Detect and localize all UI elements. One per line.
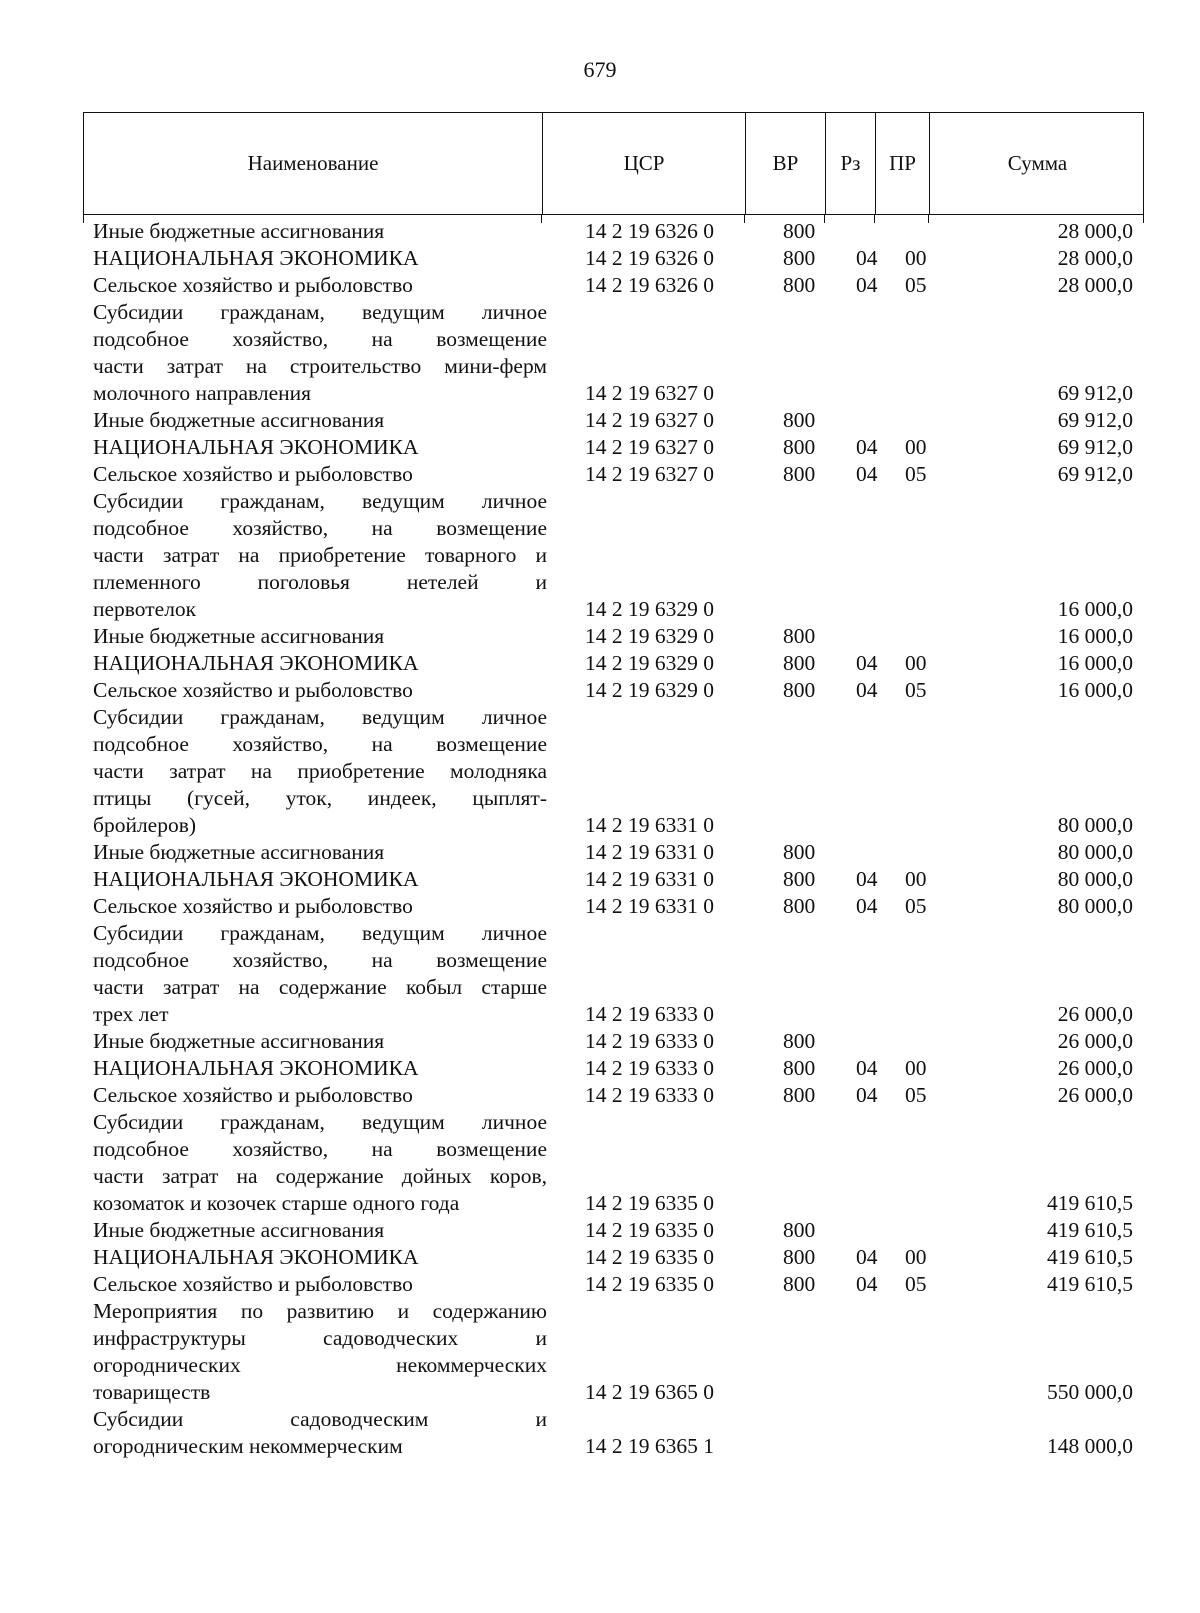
- table-row: [0, 434, 1200, 461]
- row-vr: 800: [783, 435, 816, 459]
- row-name-line: Иные бюджетные ассигнования: [93, 840, 385, 864]
- row-pr: 00: [905, 1245, 927, 1269]
- row-name: [93, 839, 547, 866]
- row-sum: 26 000,0: [1057, 1056, 1133, 1080]
- row-name-line: подсобное хозяйство, на возмещение: [93, 732, 547, 756]
- table-row: [0, 272, 1200, 299]
- row-rz: 04: [856, 462, 878, 486]
- row-name-line: части затрат на содержание дойных коров,: [93, 1164, 547, 1188]
- table-row: [0, 920, 1200, 1028]
- row-sum: 550 000,0: [1047, 1380, 1133, 1404]
- row-vr: 800: [783, 1056, 816, 1080]
- row-name-line: НАЦИОНАЛЬНАЯ ЭКОНОМИКА: [93, 867, 419, 891]
- row-csr: 14 2 19 6329 0: [585, 651, 714, 675]
- row-name-line: НАЦИОНАЛЬНАЯ ЭКОНОМИКА: [93, 435, 419, 459]
- row-vr: 800: [783, 1083, 816, 1107]
- row-csr: 14 2 19 6329 0: [585, 678, 714, 702]
- row-name: [93, 299, 547, 407]
- row-name-line: племенного поголовья нетелей и: [93, 570, 547, 594]
- row-name: [93, 893, 547, 920]
- table-row: [0, 1082, 1200, 1109]
- row-name-line: части затрат на приобретение молодняка: [93, 759, 547, 783]
- row-name: [93, 920, 547, 1028]
- table-row: [0, 218, 1200, 245]
- row-name-line: Сельское хозяйство и рыболовство: [93, 1083, 413, 1107]
- row-name-line: инфраструктуры садоводческих и: [93, 1326, 547, 1350]
- row-csr: 14 2 19 6335 0: [585, 1245, 714, 1269]
- row-sum: 28 000,0: [1057, 246, 1133, 270]
- row-name-line: Субсидии гражданам, ведущим личное: [93, 489, 547, 513]
- row-name-line: Сельское хозяйство и рыболовство: [93, 462, 413, 486]
- row-pr: 05: [905, 273, 927, 297]
- table-row: [0, 866, 1200, 893]
- row-name: [93, 1109, 547, 1217]
- row-name-line: НАЦИОНАЛЬНАЯ ЭКОНОМИКА: [93, 651, 419, 675]
- row-sum: 28 000,0: [1057, 219, 1133, 243]
- row-name-line: части затрат на строительство мини-ферм: [93, 354, 547, 378]
- row-name-line: Сельское хозяйство и рыболовство: [93, 894, 413, 918]
- row-csr: 14 2 19 6327 0: [585, 462, 714, 486]
- row-sum: 148 000,0: [1047, 1434, 1133, 1458]
- row-name: [93, 1406, 547, 1460]
- row-name-line: Иные бюджетные ассигнования: [93, 219, 385, 243]
- row-csr: 14 2 19 6365 0: [585, 1380, 714, 1404]
- row-rz: 04: [856, 894, 878, 918]
- row-name: [93, 434, 547, 461]
- row-name-line: части затрат на содержание кобыл старше: [93, 975, 547, 999]
- row-rz: 04: [856, 1083, 878, 1107]
- row-name-line: бройлеров): [93, 813, 197, 837]
- row-name-line: Иные бюджетные ассигнования: [93, 624, 385, 648]
- row-name-line: Сельское хозяйство и рыболовство: [93, 1272, 413, 1296]
- row-rz: 04: [856, 678, 878, 702]
- row-name: [93, 272, 547, 299]
- header-rz: Рз: [825, 113, 875, 214]
- row-csr: 14 2 19 6365 1: [585, 1434, 714, 1458]
- row-pr: 05: [905, 1272, 927, 1296]
- row-rz: 04: [856, 435, 878, 459]
- table-row: [0, 1217, 1200, 1244]
- row-csr: 14 2 19 6327 0: [585, 381, 714, 405]
- row-rz: 04: [856, 246, 878, 270]
- row-csr: 14 2 19 6327 0: [585, 435, 714, 459]
- row-csr: 14 2 19 6333 0: [585, 1056, 714, 1080]
- row-csr: 14 2 19 6331 0: [585, 867, 714, 891]
- row-csr: 14 2 19 6333 0: [585, 1029, 714, 1053]
- row-vr: 800: [783, 840, 816, 864]
- table-row: [0, 704, 1200, 839]
- row-pr: 05: [905, 462, 927, 486]
- table-row: [0, 1406, 1200, 1460]
- row-name: [93, 461, 547, 488]
- row-csr: 14 2 19 6335 0: [585, 1191, 714, 1215]
- row-pr: 00: [905, 1056, 927, 1080]
- row-name-line: Субсидии гражданам, ведущим личное: [93, 921, 547, 945]
- row-rz: 04: [856, 651, 878, 675]
- row-vr: 800: [783, 867, 816, 891]
- row-rz: 04: [856, 1056, 878, 1080]
- row-name: [93, 1082, 547, 1109]
- row-name-line: Иные бюджетные ассигнования: [93, 1029, 385, 1053]
- row-name-line: НАЦИОНАЛЬНАЯ ЭКОНОМИКА: [93, 1245, 419, 1269]
- row-csr: 14 2 19 6331 0: [585, 840, 714, 864]
- table-row: [0, 623, 1200, 650]
- row-rz: 04: [856, 1245, 878, 1269]
- row-vr: 800: [783, 1218, 816, 1242]
- row-sum: 80 000,0: [1057, 894, 1133, 918]
- row-pr: 05: [905, 1083, 927, 1107]
- row-name-line: огороднических некоммерческих: [93, 1353, 547, 1377]
- row-name-line: товариществ: [93, 1380, 211, 1404]
- table-row: [0, 650, 1200, 677]
- row-name-line: части затрат на приобретение товарного и: [93, 543, 547, 567]
- row-name-line: Сельское хозяйство и рыболовство: [93, 678, 413, 702]
- row-name-line: подсобное хозяйство, на возмещение: [93, 948, 547, 972]
- row-name: [93, 1055, 547, 1082]
- row-vr: 800: [783, 462, 816, 486]
- row-name: [93, 623, 547, 650]
- row-vr: 800: [783, 1272, 816, 1296]
- page-number: 679: [583, 57, 617, 82]
- row-name-line: НАЦИОНАЛЬНАЯ ЭКОНОМИКА: [93, 1056, 419, 1080]
- row-name-line: трех лет: [93, 1002, 169, 1026]
- row-sum: 28 000,0: [1057, 273, 1133, 297]
- row-name-line: Субсидии гражданам, ведущим личное: [93, 300, 547, 324]
- header-sum: Сумма: [929, 113, 1145, 214]
- row-pr: 00: [905, 246, 927, 270]
- row-name-line: Иные бюджетные ассигнования: [93, 408, 385, 432]
- row-sum: 80 000,0: [1057, 840, 1133, 864]
- row-sum: 26 000,0: [1057, 1002, 1133, 1026]
- row-vr: 800: [783, 894, 816, 918]
- row-sum: 80 000,0: [1057, 867, 1133, 891]
- row-vr: 800: [783, 246, 816, 270]
- header-vr: ВР: [745, 113, 825, 214]
- row-csr: 14 2 19 6329 0: [585, 597, 714, 621]
- row-pr: 05: [905, 678, 927, 702]
- row-sum: 69 912,0: [1057, 435, 1133, 459]
- table-row: [0, 1055, 1200, 1082]
- row-vr: 800: [783, 651, 816, 675]
- row-sum: 16 000,0: [1057, 597, 1133, 621]
- row-name-line: подсобное хозяйство, на возмещение: [93, 1137, 547, 1161]
- row-sum: 16 000,0: [1057, 678, 1133, 702]
- table-row: [0, 839, 1200, 866]
- row-sum: 69 912,0: [1057, 462, 1133, 486]
- row-vr: 800: [783, 678, 816, 702]
- row-pr: 00: [905, 435, 927, 459]
- row-name-line: Субсидии гражданам, ведущим личное: [93, 1110, 547, 1134]
- row-name-line: НАЦИОНАЛЬНАЯ ЭКОНОМИКА: [93, 246, 419, 270]
- header-csr: ЦСР: [542, 113, 745, 214]
- table-row: [0, 1244, 1200, 1271]
- row-csr: 14 2 19 6333 0: [585, 1002, 714, 1026]
- table-row: [0, 245, 1200, 272]
- row-name-line: подсобное хозяйство, на возмещение: [93, 327, 547, 351]
- table-row: [0, 299, 1200, 407]
- row-csr: 14 2 19 6327 0: [585, 408, 714, 432]
- row-name-line: молочного направления: [93, 381, 312, 405]
- row-csr: 14 2 19 6335 0: [585, 1218, 714, 1242]
- row-name-line: Сельское хозяйство и рыболовство: [93, 273, 413, 297]
- row-name: [93, 245, 547, 272]
- row-sum: 419 610,5: [1047, 1191, 1133, 1215]
- table-body: [0, 218, 1200, 1460]
- row-csr: 14 2 19 6329 0: [585, 624, 714, 648]
- row-vr: 800: [783, 624, 816, 648]
- row-name-line: первотелок: [93, 597, 197, 621]
- table-row: [0, 407, 1200, 434]
- row-sum: 69 912,0: [1057, 408, 1133, 432]
- table-row: [0, 1109, 1200, 1217]
- row-vr: 800: [783, 219, 816, 243]
- table-row: [0, 488, 1200, 623]
- row-pr: 00: [905, 651, 927, 675]
- row-name: [93, 1028, 547, 1055]
- row-rz: 04: [856, 867, 878, 891]
- row-name-line: Мероприятия по развитию и содержанию: [93, 1299, 547, 1323]
- row-vr: 800: [783, 1029, 816, 1053]
- row-name: [93, 677, 547, 704]
- row-csr: 14 2 19 6331 0: [585, 894, 714, 918]
- table-row: [0, 677, 1200, 704]
- row-sum: 16 000,0: [1057, 624, 1133, 648]
- table-row: [0, 1271, 1200, 1298]
- row-name: [93, 1244, 547, 1271]
- row-csr: 14 2 19 6335 0: [585, 1272, 714, 1296]
- row-sum: 419 610,5: [1047, 1272, 1133, 1296]
- row-sum: 419 610,5: [1047, 1245, 1133, 1269]
- table-row: [0, 1028, 1200, 1055]
- header-name: Наименование: [247, 151, 379, 175]
- row-name: [93, 1298, 547, 1406]
- row-name-line: Субсидии гражданам, ведущим личное: [93, 705, 547, 729]
- row-csr: 14 2 19 6326 0: [585, 219, 714, 243]
- row-sum: 26 000,0: [1057, 1029, 1133, 1053]
- table-row: [0, 1298, 1200, 1406]
- row-name: [93, 650, 547, 677]
- row-name: [93, 488, 547, 623]
- row-name-line: подсобное хозяйство, на возмещение: [93, 516, 547, 540]
- table-row: [0, 893, 1200, 920]
- row-name-line: огородническим некоммерческим: [93, 1434, 403, 1458]
- row-name: [93, 218, 547, 245]
- row-sum: 16 000,0: [1057, 651, 1133, 675]
- row-pr: 05: [905, 894, 927, 918]
- row-name: [93, 866, 547, 893]
- row-sum: 80 000,0: [1057, 813, 1133, 837]
- row-csr: 14 2 19 6333 0: [585, 1083, 714, 1107]
- row-csr: 14 2 19 6326 0: [585, 273, 714, 297]
- row-rz: 04: [856, 1272, 878, 1296]
- row-name-line: Иные бюджетные ассигнования: [93, 1218, 385, 1242]
- row-name-line: птицы (гусей, уток, индеек, цыплят-: [93, 786, 547, 810]
- row-sum: 69 912,0: [1057, 381, 1133, 405]
- row-name-line: Субсидии садоводческим и: [93, 1407, 547, 1431]
- row-name: [93, 1217, 547, 1244]
- row-csr: 14 2 19 6326 0: [585, 246, 714, 270]
- table-row: [0, 461, 1200, 488]
- row-vr: 800: [783, 273, 816, 297]
- row-name: [93, 1271, 547, 1298]
- row-vr: 800: [783, 408, 816, 432]
- table-header: [83, 112, 1144, 215]
- row-pr: 00: [905, 867, 927, 891]
- row-rz: 04: [856, 273, 878, 297]
- row-vr: 800: [783, 1245, 816, 1269]
- row-sum: 26 000,0: [1057, 1083, 1133, 1107]
- header-pr: ПР: [875, 113, 929, 214]
- row-name-line: козоматок и козочек старше одного года: [93, 1191, 460, 1215]
- row-name: [93, 704, 547, 839]
- row-name: [93, 407, 547, 434]
- row-csr: 14 2 19 6331 0: [585, 813, 714, 837]
- row-sum: 419 610,5: [1047, 1218, 1133, 1242]
